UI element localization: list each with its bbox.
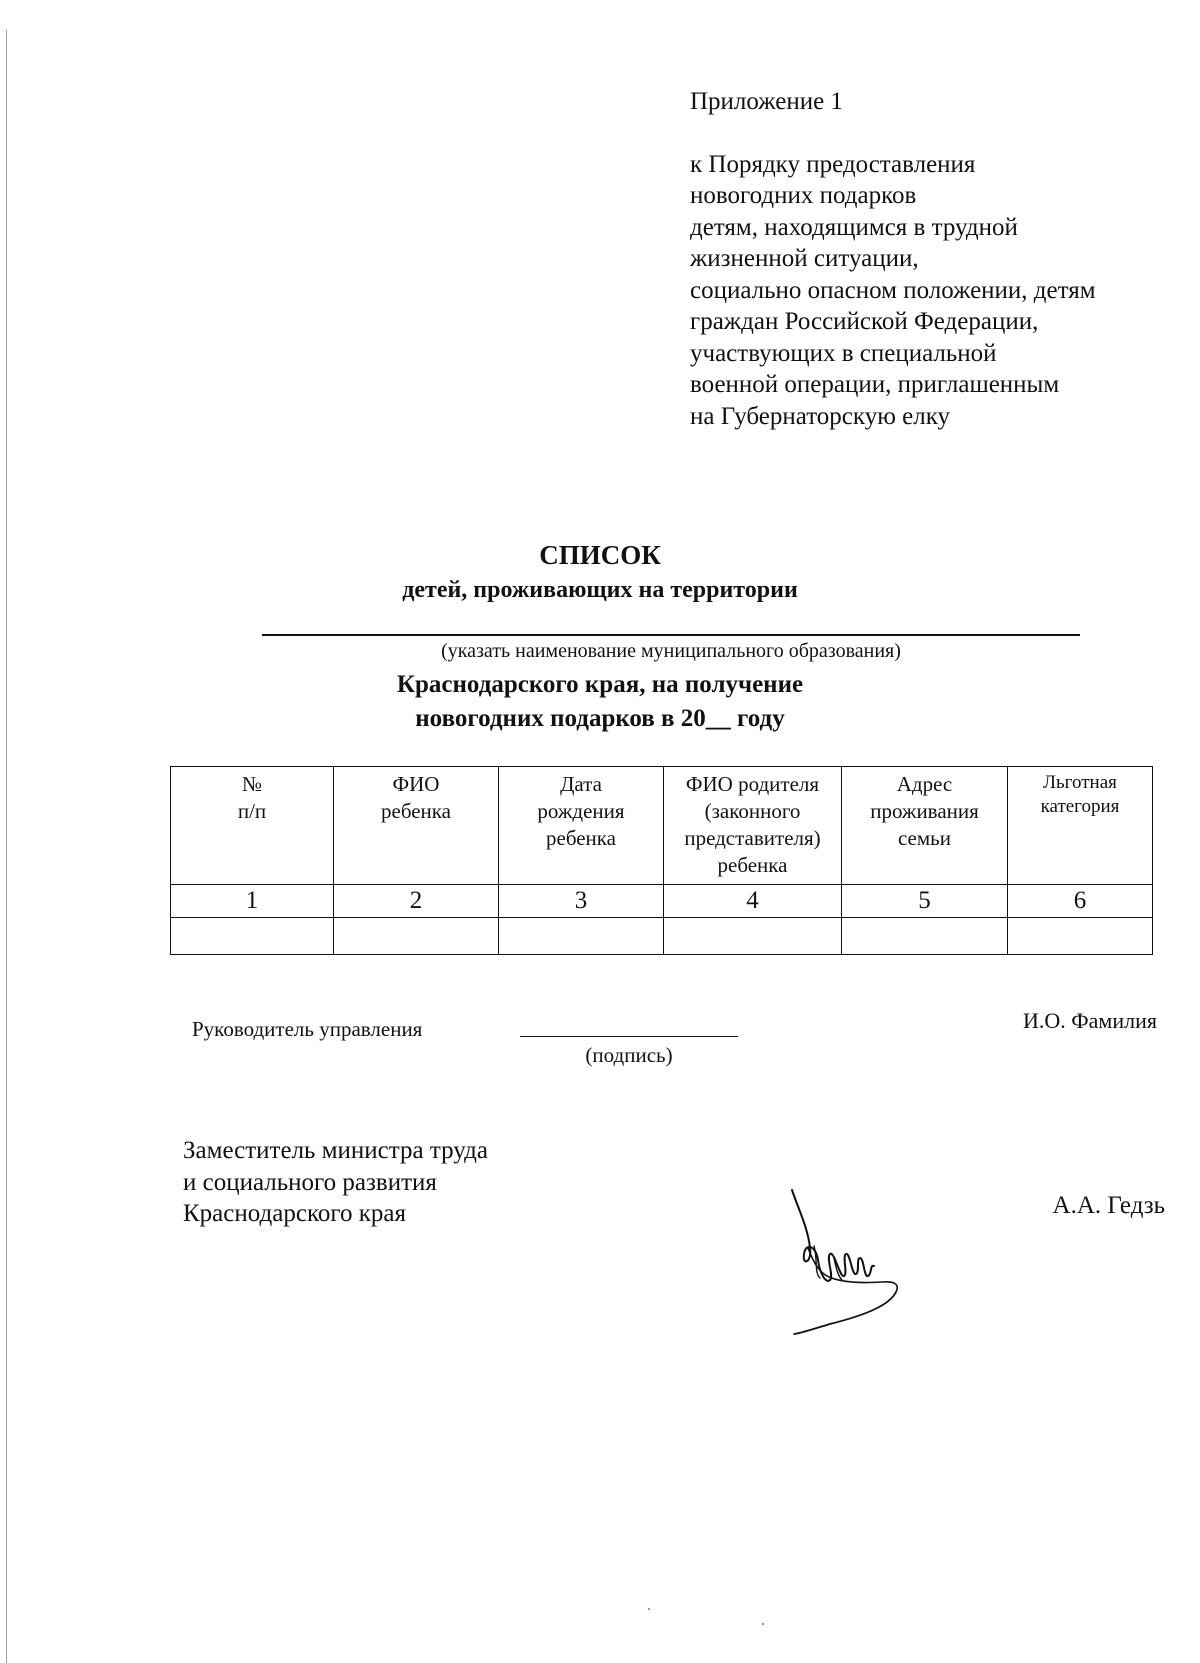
document-heading-line3: Краснодарского края, на получение	[396, 671, 804, 698]
appendix-line: новогодних подарков	[690, 182, 917, 209]
municipality-blank-line	[262, 634, 1080, 636]
header-cell-benefit-category	[1008, 767, 1153, 885]
appendix-line: граждан Российской Федерации,	[690, 308, 1039, 335]
header-text: ребенка	[717, 853, 788, 877]
column-number-cell: 6	[1008, 885, 1153, 918]
empty-cell	[334, 918, 499, 955]
table-header-row	[171, 767, 1153, 885]
header-text: ФИО	[392, 772, 440, 796]
header-cell-birth-date	[499, 767, 664, 885]
header-text: представителя)	[684, 826, 821, 850]
deputy-minister-line: и социального развития	[183, 1168, 437, 1196]
appendix-line: социально опасном положении, детям	[690, 276, 1096, 304]
header-text: проживания	[870, 799, 979, 823]
table-row-empty	[171, 918, 1153, 955]
document-title: СПИСОК	[539, 540, 661, 570]
scan-speck	[648, 1608, 650, 1610]
header-text: категория	[1040, 796, 1120, 817]
empty-cell	[664, 918, 842, 955]
appendix-line: на Губернаторскую елку	[690, 402, 950, 430]
document-heading-line4: новогодних подарков в 20__ году	[415, 705, 785, 732]
header-text: рождения	[537, 799, 625, 823]
header-cell-address	[842, 767, 1008, 885]
header-text: №	[241, 772, 263, 796]
column-number-cell: 2	[334, 885, 499, 918]
appendix-line: военной операции, приглашенным	[690, 371, 1060, 398]
header-text: семьи	[897, 826, 951, 850]
head-of-department-name: И.О. Фамилия	[1023, 1008, 1157, 1033]
signature-line	[520, 1036, 738, 1037]
header-text: ребенка	[381, 799, 451, 823]
header-cell-parent-name	[664, 767, 842, 885]
empty-cell	[171, 918, 334, 955]
appendix-block	[690, 86, 1190, 432]
header-text: (законного	[704, 799, 801, 823]
deputy-minister-line: Краснодарского края	[183, 1200, 406, 1227]
column-number-cell: 4	[664, 885, 842, 918]
empty-cell	[1008, 918, 1153, 955]
appendix-line: к Порядку предоставления	[690, 150, 976, 178]
handwritten-signature	[790, 1188, 910, 1348]
header-text: ФИО родителя	[685, 772, 820, 796]
page-edge-line	[6, 30, 7, 1663]
column-number-cell: 1	[171, 885, 334, 918]
empty-cell	[842, 918, 1008, 955]
header-text: Адрес	[896, 772, 953, 796]
document-subtitle: детей, проживающих на территории	[402, 577, 798, 603]
empty-cell	[499, 918, 664, 955]
deputy-minister-line: Заместитель министра труда	[183, 1137, 488, 1164]
header-cell-child-name	[334, 767, 499, 885]
deputy-minister-block	[183, 1135, 488, 1230]
deputy-minister-name: А.А. Гедзь	[1052, 1192, 1165, 1219]
appendix-line: жизненной ситуации,	[690, 245, 919, 272]
children-list-table	[170, 766, 1153, 955]
header-text: Льготная	[1043, 772, 1117, 793]
header-text: п/п	[237, 799, 267, 823]
appendix-line: участвующих в специальной	[690, 339, 997, 367]
header-text: Дата	[560, 772, 602, 796]
municipality-caption: (указать наименование муниципального образования)	[441, 640, 901, 662]
scan-speck	[762, 1623, 764, 1625]
header-text: ребенка	[546, 826, 616, 850]
column-number-cell: 3	[499, 885, 664, 918]
header-cell-number	[171, 767, 334, 885]
appendix-title: Приложение 1	[690, 88, 843, 115]
column-number-cell: 5	[842, 885, 1008, 918]
appendix-line: детям, находящимся в трудной	[690, 213, 1018, 241]
table-row-column-numbers	[171, 885, 1153, 918]
head-of-department-label: Руководитель управления	[192, 1017, 423, 1041]
signature-caption: (подпись)	[585, 1043, 673, 1067]
